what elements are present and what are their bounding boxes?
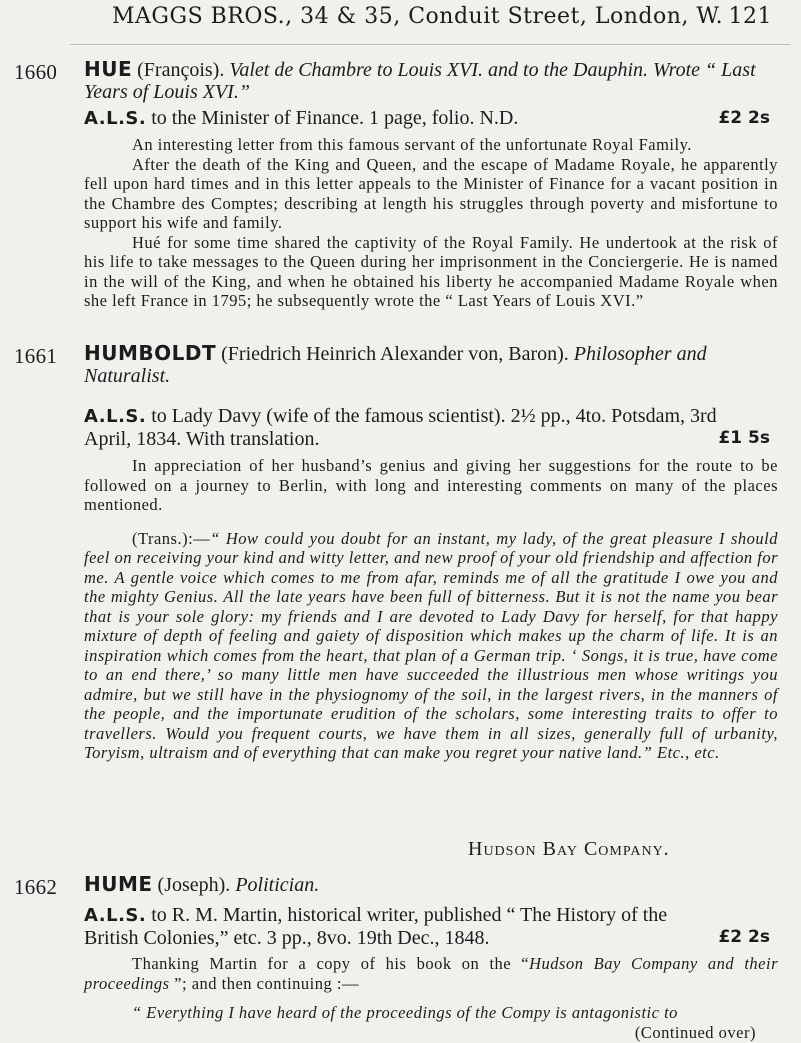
translation-paragraph [84,529,778,763]
als-label: A.L.S. [84,406,147,427]
page-header [112,4,792,29]
translation-text: “ How could you doubt for an instant, my lady, of the great pleasure I should feel on receiving your kind and witty letter, and new proof of your old friendship and affection for me. A gentle voice which comes to me from afar, reminds me of all the gratitude I owe you and the mighty Genius. All the late years have been full of bitterness. But it is not the name you bear that is your sole glory: my friends and I are devoted to Lady Davy for herself, for that happy mixture of depth of feeling and gaiety of disposition which makes up the charm of life. It is an inspiration which comes from the heart, that plan of a German trip. ‘ Songs, it is true, have come to an end there,’ so many little men have succeeded the illustrious men whose writings you admire, but we still have in the physiognomy of the soil, in the largest rivers, in the manners of the people, and the importunate erudition of the scholars, some interesting traits to offer to travellers. Would you frequent courts, we have them in all sizes, generally full of urbanity, Toryism, ultraism and of everything that can make you regret your native land.” [84,528,778,762]
translation-prefix: (Trans.):— [132,528,211,548]
lot-number: 1661 [14,344,58,368]
entry-name-rest: (Friedrich Heinrich Alexander von, Baron). [216,343,569,365]
lot-number: 1660 [14,60,58,84]
als-label: A.L.S. [84,108,147,129]
item-line [84,405,784,450]
entry-name: HUMBOLDT [84,341,217,365]
als-label: A.L.S. [84,905,147,926]
price: £2 2s [718,108,770,128]
entry-heading [84,873,784,896]
quoted-paragraph: “ Everything I have heard of the proceedings of the Compy is antagonistic to [132,1003,678,1022]
item-details: to the Minister of Finance. 1 page, folio. N.D. [146,107,519,129]
continued-note: (Continued over) [634,1022,756,1042]
paragraph: After the death of the King and Queen, and the escape of Madame Royale, he apparently fell upon hard times and in this letter appeals to the Minister of Finance for a vacant position in the Chambre des Comptes; describing at length his struggles through poverty and misfortune to support his wife and family. [84,154,778,232]
catalogue-entry [0,873,801,1042]
page-number: 121 [728,4,772,29]
entry-heading [84,58,784,103]
paragraph: An interesting letter from this famous servant of the unfortunate Royal Family. [132,135,692,154]
entry-name-rest: (François). [132,59,225,81]
entry-name-rest: (Joseph). [152,874,231,896]
entry-name: HUME [84,872,153,896]
entry-description: Politician. [235,874,320,896]
paragraph: In appreciation of her husband’s genius and giving her suggestions for the route to be followed on a journey to Berlin, with long and interesting comments on many of the places mentioned. [84,456,778,514]
entry-body [84,135,778,311]
item-line [84,107,784,130]
catalogue-entry [0,58,801,311]
section-heading: Hudson Bay Company. [468,838,670,860]
price: £1 5s [718,428,770,448]
item-details: to R. M. Martin, historical writer, published “ The History of the British Colonies,” etc. 3 pp., 8vo. 19th Dec., 1848. [84,904,668,949]
lot-number: 1662 [14,875,58,899]
entry-body [84,456,778,763]
price: £2 2s [718,927,770,947]
entry-name: HUE [84,57,133,81]
paragraph: Hué for some time shared the captivity of the Royal Family. He undertook at the risk of his life to take messages to the Queen during her imprisonment in the Conciergerie. He is named in the will of the King, and when he obtained his liberty he accompanied Madame Royale when she left France in 1795; he subsequently wrote the “ Last Years of Louis XVI.” [84,232,778,310]
entry-heading [84,342,784,387]
paragraph: Thanking Martin for a copy of his book on the “Hudson Bay Company and their proceedings ”; and then continuing :— [84,954,778,993]
entry-description: Valet de Chambre to Louis XVI. and to the Dauphin. Wrote “ Last Years of Louis XVI.” [84,59,756,103]
header-rule [70,44,790,45]
header-title: MAGGS BROS., 34 & 35, Conduit Street, London, W. [112,4,724,29]
item-details: to Lady Davy (wife of the famous scientist). 2½ pp., 4to. Potsdam, 3rd April, 1834. With translation. [84,405,717,450]
translation-etc: Etc., etc. [656,743,720,762]
item-line [84,904,784,949]
catalogue-entry [0,342,801,763]
entry-description: Philosopher and Naturalist. [84,343,707,387]
entry-body [84,954,778,1042]
